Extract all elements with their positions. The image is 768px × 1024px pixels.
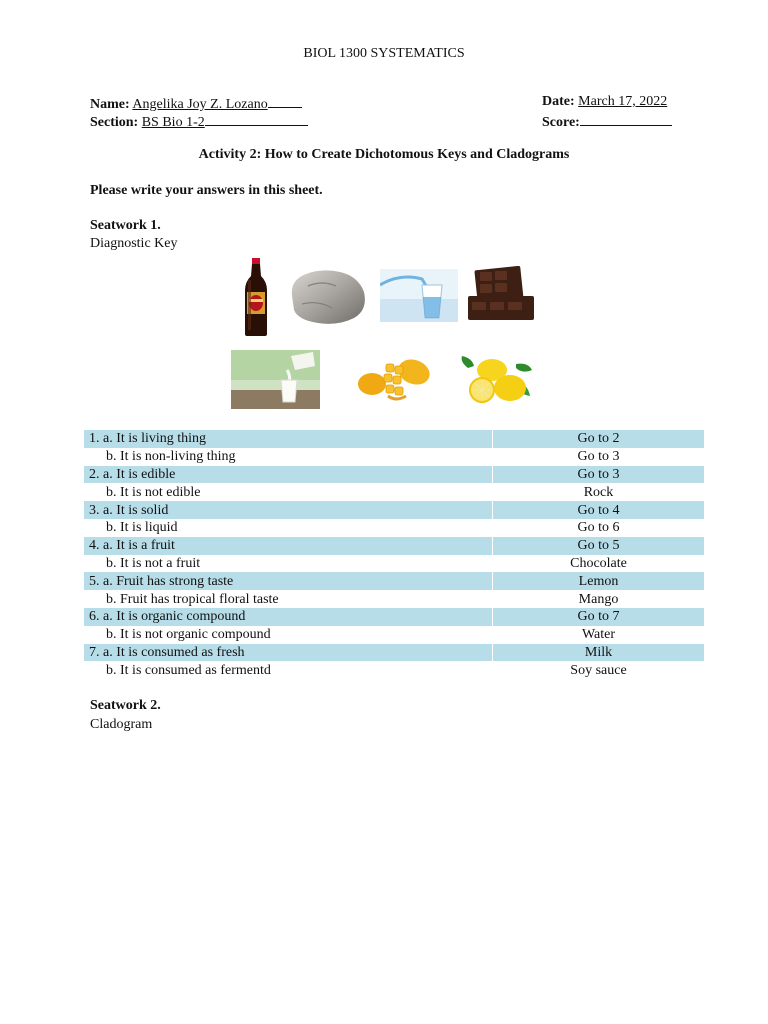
date-value: March 17, 2022 [578,94,668,109]
name-label: Name: [90,97,130,112]
key-statement-cell [84,448,493,466]
key-result: Go to 7 [493,608,705,626]
key-row [84,555,704,573]
key-result: Lemon [493,572,705,590]
seatwork2-subtitle: Cladogram [90,717,153,732]
key-result: Go to 4 [493,501,705,519]
key-row [84,430,704,448]
name-field [90,94,302,113]
key-result: Go to 2 [493,430,705,448]
instructions: Please write your answers in this sheet. [90,183,323,198]
score-blank [580,112,672,126]
date-field [542,94,667,110]
section-field [90,112,308,131]
seatwork1-subtitle: Diagnostic Key [90,236,178,251]
key-row [84,448,704,466]
key-statement-cell [84,501,493,519]
key-statement-cell [84,590,493,608]
soy-sauce-bottle-image [243,258,269,336]
key-statement-cell [84,483,493,501]
key-result: Chocolate [493,555,705,573]
key-row [84,537,704,555]
key-result: Go to 3 [493,448,705,466]
key-statement-cell [84,572,493,590]
key-statement-cell [84,626,493,644]
key-statement-cell [84,644,493,662]
diagnostic-key-table [84,430,704,679]
key-statement-cell [84,430,493,448]
seatwork2-title: Seatwork 2. [90,698,161,713]
mango-image [356,354,432,404]
key-row [84,661,704,679]
key-result: Milk [493,644,705,662]
key-statement-cell [84,608,493,626]
key-row [84,572,704,590]
section-underline [205,112,308,126]
key-statement-cell [84,466,493,484]
section-value: BS Bio 1-2 [141,115,205,130]
seatwork1-title: Seatwork 1. [90,218,161,233]
key-statement: 1. a. It is living thing [89,431,207,447]
key-statement: b. It is not edible [106,484,201,500]
key-statement: 7. a. It is consumed as fresh [89,644,245,660]
key-statement: 2. a. It is edible [89,466,176,482]
key-statement-cell [84,537,493,555]
key-result: Mango [493,590,705,608]
chocolate-bar-image [466,266,536,323]
key-statement: b. It is non-living thing [106,449,236,465]
glass-of-water-image [380,269,458,322]
key-result: Soy sauce [493,661,705,679]
key-result: Go to 3 [493,466,705,484]
name-underline [268,94,302,108]
rock-image [288,266,368,326]
key-row [84,590,704,608]
key-statement: 3. a. It is solid [89,502,169,518]
key-result: Water [493,626,705,644]
key-row [84,501,704,519]
key-row [84,519,704,537]
key-statement: 6. a. It is organic compound [89,609,246,625]
activity-title: Activity 2: How to Create Dichotomous Keys and Cladograms [198,147,570,162]
key-statement-cell [84,519,493,537]
course-title: BIOL 1300 SYSTEMATICS [303,46,465,61]
key-statement-cell [84,661,493,679]
key-row [84,644,704,662]
key-row [84,608,704,626]
lemons-image [458,354,534,406]
key-statement: b. It is not a fruit [106,555,201,571]
key-statement: b. It is consumed as fermentd [106,662,271,678]
glass-of-milk-image [231,350,320,409]
key-row [84,626,704,644]
key-result: Go to 5 [493,537,705,555]
key-result: Rock [493,483,705,501]
key-result: Go to 6 [493,519,705,537]
key-statement: b. Fruit has tropical floral taste [106,591,279,607]
score-label: Score: [542,115,580,130]
section-label: Section: [90,115,139,130]
key-row [84,483,704,501]
key-statement: b. It is liquid [106,520,178,536]
date-label: Date: [542,94,575,109]
key-statement-cell [84,555,493,573]
key-row [84,466,704,484]
name-value: Angelika Joy Z. Lozano [132,97,268,112]
key-statement: 5. a. Fruit has strong taste [89,573,234,589]
key-statement: 4. a. It is a fruit [89,538,175,554]
score-field [542,112,672,131]
key-statement: b. It is not organic compound [106,627,271,643]
